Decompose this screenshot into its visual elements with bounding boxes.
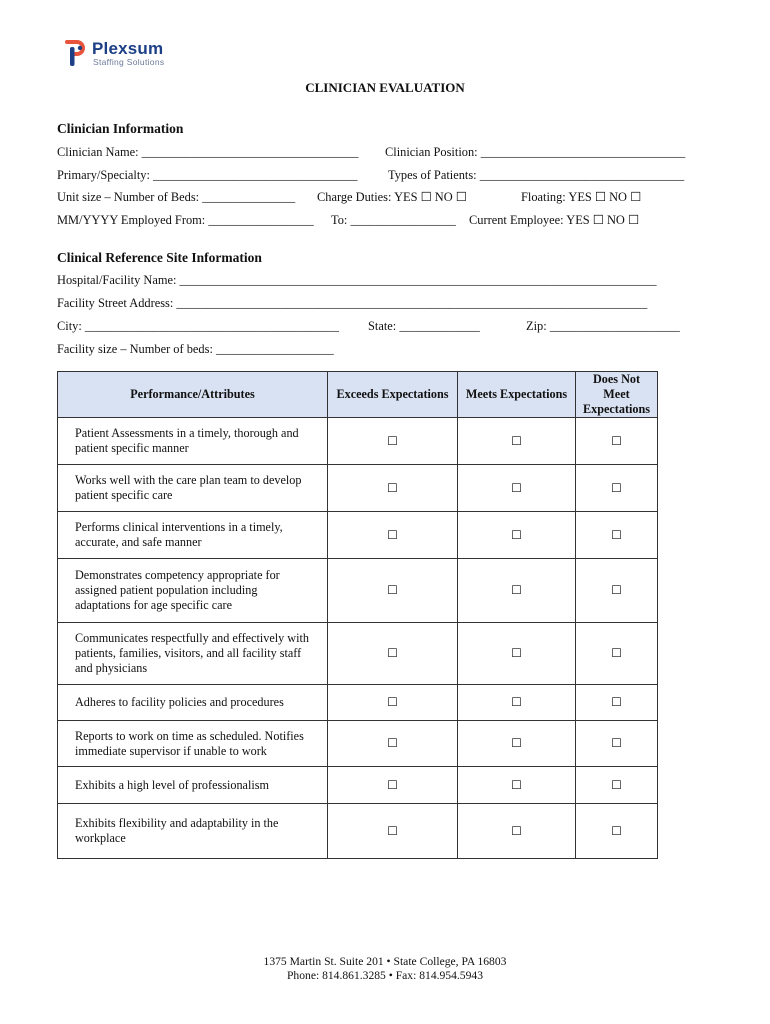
table-row: [58, 465, 658, 512]
does-not-meet-checkbox[interactable]: ☐: [576, 767, 658, 804]
evaluation-table: [57, 371, 658, 859]
exceeds-checkbox[interactable]: ☐: [328, 804, 458, 859]
does-not-meet-checkbox[interactable]: ☐: [576, 512, 658, 559]
charge-duties-field[interactable]: Charge Duties: YES ☐ NO ☐: [317, 190, 467, 204]
exceeds-checkbox[interactable]: ☐: [328, 767, 458, 804]
facility-size-field[interactable]: Facility size – Number of beds: ___________________: [57, 342, 334, 356]
does-not-meet-checkbox[interactable]: ☐: [576, 559, 658, 623]
meets-checkbox[interactable]: ☐: [458, 721, 576, 767]
zip-field[interactable]: Zip: _____________________: [526, 319, 680, 333]
table-row: [58, 767, 658, 804]
meets-checkbox[interactable]: ☐: [458, 465, 576, 512]
facility-name-field[interactable]: Hospital/Facility Name: _____________________________________________________________________________: [57, 273, 657, 287]
meets-checkbox[interactable]: ☐: [458, 559, 576, 623]
clinician-name-field[interactable]: Clinician Name: ___________________________________: [57, 145, 359, 159]
employed-to-field[interactable]: To: _________________: [331, 213, 456, 227]
attribute-label: Communicates respectfully and effectively with patients, families, visitors, and all facility staff and physicians: [58, 623, 328, 685]
city-field[interactable]: City: _________________________________________: [57, 319, 339, 333]
table-row: [58, 623, 658, 685]
does-not-meet-checkbox[interactable]: ☐: [576, 685, 658, 721]
types-of-patients-field[interactable]: Types of Patients: _________________________________: [388, 168, 685, 182]
meets-checkbox[interactable]: ☐: [458, 767, 576, 804]
header-exceeds-expectations: Exceeds Expectations: [328, 372, 458, 418]
table-row: [58, 721, 658, 767]
does-not-meet-checkbox[interactable]: ☐: [576, 804, 658, 859]
attribute-label: Exhibits a high level of professionalism: [58, 767, 328, 804]
exceeds-checkbox[interactable]: ☐: [328, 559, 458, 623]
brand-tagline: Staffing Solutions: [93, 57, 165, 67]
does-not-meet-checkbox[interactable]: ☐: [576, 623, 658, 685]
table-row: [58, 418, 658, 465]
meets-checkbox[interactable]: ☐: [458, 512, 576, 559]
attribute-label: Demonstrates competency appropriate for assigned patient population including adaptations for age specific care: [58, 559, 328, 623]
brand-name: Plexsum: [92, 39, 164, 58]
table-row: [58, 804, 658, 859]
header-meets-expectations: Meets Expectations: [458, 372, 576, 418]
state-field[interactable]: State: _____________: [368, 319, 480, 333]
meets-checkbox[interactable]: ☐: [458, 418, 576, 465]
does-not-meet-checkbox[interactable]: ☐: [576, 465, 658, 512]
exceeds-checkbox[interactable]: ☐: [328, 465, 458, 512]
clinician-info-heading: Clinician Information: [57, 121, 184, 136]
header-does-not-meet-expectations: Does Not Meet Expectations: [576, 372, 658, 418]
does-not-meet-checkbox[interactable]: ☐: [576, 418, 658, 465]
footer-contact: Phone: 814.861.3285 • Fax: 814.954.5943: [286, 969, 483, 982]
table-header-row: [58, 372, 658, 418]
meets-checkbox[interactable]: ☐: [458, 804, 576, 859]
attribute-label: Patient Assessments in a timely, thorough and patient specific manner: [58, 418, 328, 465]
attribute-label: Exhibits flexibility and adaptability in the workplace: [58, 804, 328, 859]
floating-field[interactable]: Floating: YES ☐ NO ☐: [521, 190, 642, 204]
exceeds-checkbox[interactable]: ☐: [328, 721, 458, 767]
footer-address: 1375 Martin St. Suite 201 • State College, PA 16803: [263, 955, 507, 968]
facility-address-field[interactable]: Facility Street Address: ____________________________________________________________________________: [57, 296, 648, 310]
company-logo: [64, 38, 184, 70]
meets-checkbox[interactable]: ☐: [458, 685, 576, 721]
does-not-meet-checkbox[interactable]: ☐: [576, 721, 658, 767]
attribute-label: Reports to work on time as scheduled. Notifies immediate supervisor if unable to work: [58, 721, 328, 767]
attribute-label: Performs clinical interventions in a timely, accurate, and safe manner: [58, 512, 328, 559]
meets-checkbox[interactable]: ☐: [458, 623, 576, 685]
header-performance-attributes: Performance/Attributes: [58, 372, 328, 418]
plexsum-logo-icon: [64, 38, 90, 68]
table-row: [58, 559, 658, 623]
primary-specialty-field[interactable]: Primary/Specialty: _________________________________: [57, 168, 358, 182]
table-row: [58, 685, 658, 721]
table-row: [58, 512, 658, 559]
attribute-label: Works well with the care plan team to develop patient specific care: [58, 465, 328, 512]
current-employee-field[interactable]: Current Employee: YES ☐ NO ☐: [469, 213, 640, 227]
unit-size-field[interactable]: Unit size – Number of Beds: _______________: [57, 190, 296, 204]
exceeds-checkbox[interactable]: ☐: [328, 418, 458, 465]
employed-from-field[interactable]: MM/YYYY Employed From: _________________: [57, 213, 314, 227]
clinician-position-field[interactable]: Clinician Position: _________________________________: [385, 145, 686, 159]
exceeds-checkbox[interactable]: ☐: [328, 685, 458, 721]
reference-site-heading: Clinical Reference Site Information: [57, 250, 262, 265]
attribute-label: Adheres to facility policies and procedures: [58, 685, 328, 721]
document-title: CLINICIAN EVALUATION: [305, 80, 465, 95]
exceeds-checkbox[interactable]: ☐: [328, 623, 458, 685]
exceeds-checkbox[interactable]: ☐: [328, 512, 458, 559]
